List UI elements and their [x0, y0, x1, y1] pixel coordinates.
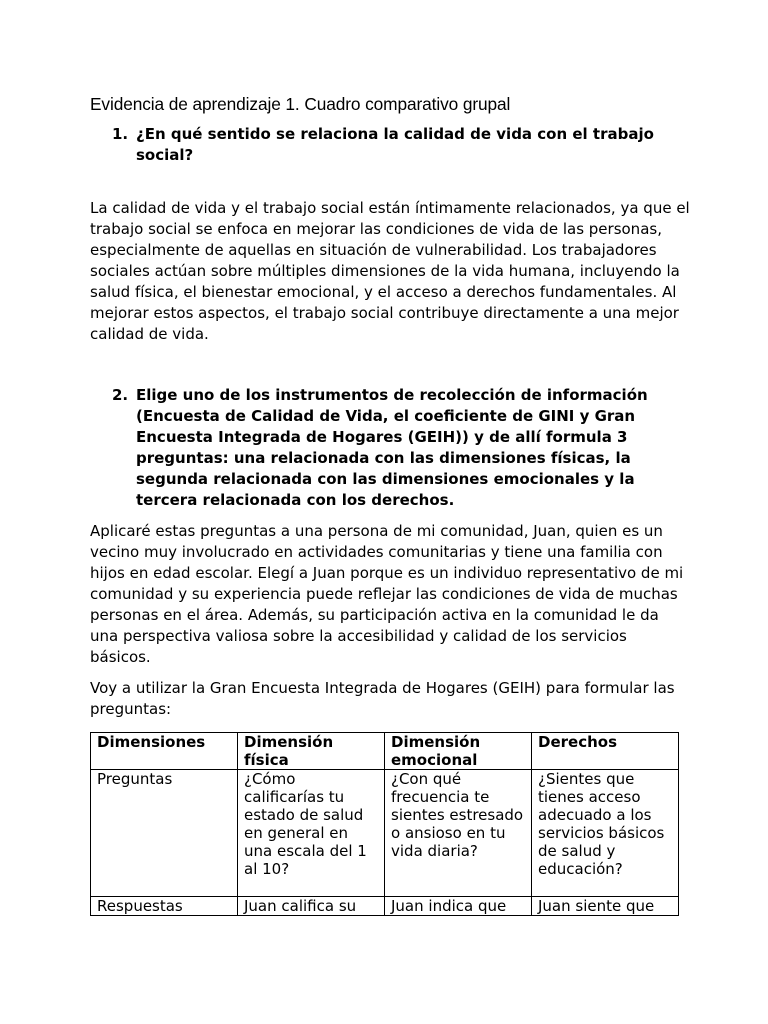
- answer-2-intro-paragraph: Voy a utilizar la Gran Encuesta Integrada de Hogares (GEIH) para formular las preguntas:: [90, 679, 675, 718]
- table-cell: Juan siente que: [532, 897, 679, 916]
- table-cell: Juan indica que: [385, 897, 532, 916]
- question-1-number: 1.: [112, 125, 129, 143]
- table-header-cell: Dimensión emocional: [385, 733, 532, 770]
- question-1: [112, 124, 672, 166]
- table-header-cell: Dimensión física: [238, 733, 385, 770]
- table-cell: Preguntas: [91, 770, 238, 897]
- table-cell: Juan califica su: [238, 897, 385, 916]
- question-2-text: Elige uno de los instrumentos de recolección de información (Encuesta de Calidad de Vida, el coeficiente de GINI y Gran Encuesta Integrada de Hogares (GEIH)) y de allí formula 3 preguntas: una relacionada con las dimensiones físicas, la segunda relacionada con las dimensiones emocionales y la tercera relacionada con los derechos.: [136, 386, 648, 509]
- answer-1-paragraph: La calidad de vida y el trabajo social están íntimamente relacionados, ya que el trabajo social se enfoca en mejorar las condiciones de vida de las personas, especialmente de aquellas en situación de vulnerabilidad. Los trabajadores sociales actúan sobre múltiples dimensiones de la vida humana, incluyendo la salud física, el bienestar emocional, y el acceso a derechos fundamentales. Al mejorar estos aspectos, el trabajo social contribuye directamente a una mejor calidad de vida.: [90, 199, 690, 343]
- table-cell: ¿Sientes que tienes acceso adecuado a los servicios básicos de salud y educación?: [532, 770, 679, 897]
- table-header-row: [91, 733, 679, 770]
- table-header-cell: Derechos: [532, 733, 679, 770]
- table-header-cell: Dimensiones: [91, 733, 238, 770]
- comparison-table: [90, 732, 679, 916]
- table-cell: Respuestas: [91, 897, 238, 916]
- document-title: Evidencia de aprendizaje 1. Cuadro comparativo grupal: [90, 94, 511, 114]
- table-row: [91, 897, 679, 916]
- question-2: [112, 385, 672, 511]
- table-row: [91, 770, 679, 897]
- question-2-number: 2.: [112, 386, 129, 404]
- question-1-text: ¿En qué sentido se relaciona la calidad de vida con el trabajo social?: [136, 125, 654, 164]
- table-cell: ¿Con qué frecuencia te sientes estresado o ansioso en tu vida diaria?: [385, 770, 532, 897]
- table-cell: ¿Cómo calificarías tu estado de salud en general en una escala del 1 al 10?: [238, 770, 385, 897]
- answer-2-paragraph: Aplicaré estas preguntas a una persona de mi comunidad, Juan, quien es un vecino muy involucrado en actividades comunitarias y tiene una familia con hijos en edad escolar. Elegí a Juan porque es un individuo representativo de mi comunidad y su experiencia puede reflejar las condiciones de vida de muchas personas en el área. Además, su participación activa en la comunidad le da una perspectiva valiosa sobre la accesibilidad y calidad de los servicios básicos.: [90, 522, 684, 666]
